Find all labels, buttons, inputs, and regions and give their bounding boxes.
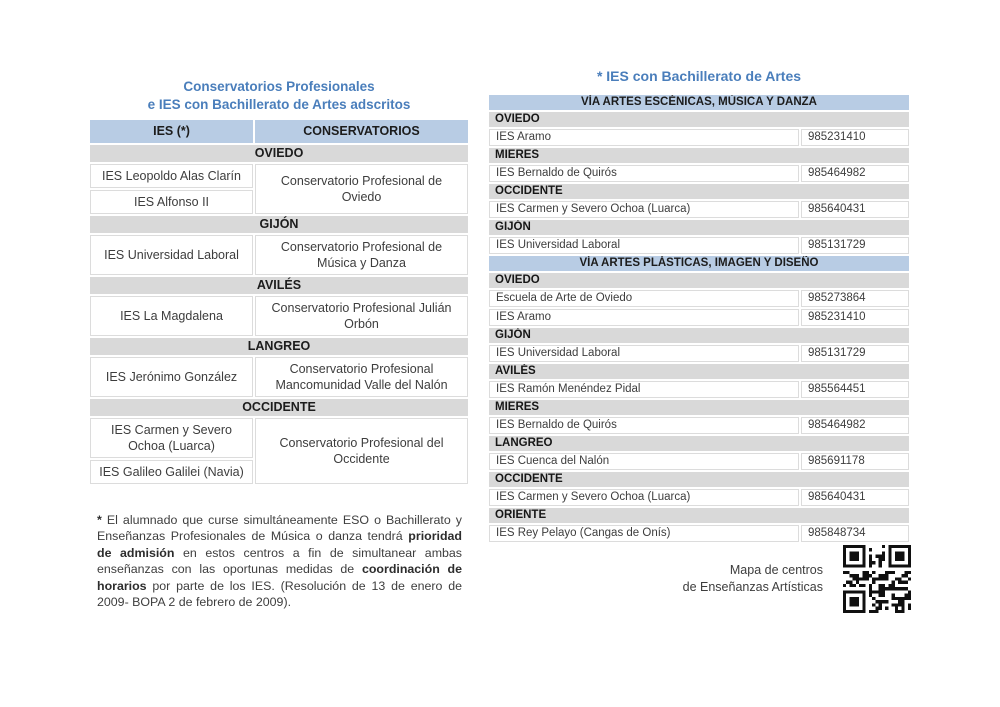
centre-cell: IES Aramo xyxy=(489,309,799,326)
map-caption xyxy=(683,562,823,596)
centre-cell: IES Ramón Menéndez Pidal xyxy=(489,381,799,398)
region-row xyxy=(489,508,909,523)
ies-cell: IES Galileo Galilei (Navia) xyxy=(90,460,253,484)
phone-cell: 985640431 xyxy=(801,201,909,218)
region-header: GIJÓN xyxy=(489,220,909,235)
map-caption-line2: de Enseñanzas Artísticas xyxy=(682,580,823,594)
ies-cell: IES Jerónimo González xyxy=(90,357,253,397)
region-row xyxy=(489,400,909,415)
column-header-conservatorios: CONSERVATORIOS xyxy=(255,120,468,143)
via-header: VÍA ARTES PLÁSTICAS, IMAGEN Y DISEÑO xyxy=(489,256,909,271)
region-header: GIJÓN xyxy=(489,328,909,343)
table-row xyxy=(489,290,909,307)
left-title-line1: Conservatorios Profesionales xyxy=(183,79,375,94)
phone-cell: 985691178 xyxy=(801,453,909,470)
table-row xyxy=(489,129,909,146)
region-row xyxy=(90,145,468,162)
region-header: OVIEDO xyxy=(489,273,909,288)
left-column xyxy=(88,78,470,610)
left-table-title xyxy=(88,78,470,114)
region-header: MIERES xyxy=(489,400,909,415)
region-row xyxy=(489,328,909,343)
region-row xyxy=(90,277,468,294)
ies-cell: IES Leopoldo Alas Clarín xyxy=(90,164,253,188)
region-row xyxy=(489,184,909,199)
region-header: LANGREO xyxy=(489,436,909,451)
phone-cell: 985273864 xyxy=(801,290,909,307)
phone-cell: 985131729 xyxy=(801,345,909,362)
centre-cell: IES Universidad Laboral xyxy=(489,237,799,254)
ies-cell: IES Universidad Laboral xyxy=(90,235,253,275)
right-table-title: * IES con Bachillerato de Artes xyxy=(596,68,802,84)
region-row xyxy=(489,273,909,288)
table-row xyxy=(489,489,909,506)
footnote-text: El alumnado que curse simultáneamente ESO o Bachillerato y Enseñanzas Profesionales de Música o danza tendrá xyxy=(97,513,462,544)
table-row xyxy=(489,525,909,542)
centre-cell: IES Rey Pelayo (Cangas de Onís) xyxy=(489,525,799,542)
region-header: OCCIDENTE xyxy=(90,399,468,416)
footnote-bold-text: prioridad de admisión xyxy=(97,529,462,560)
table-row xyxy=(489,417,909,434)
table-row xyxy=(90,296,468,336)
footnote-bold-text: coordinación de horarios xyxy=(97,562,462,593)
conservatorios-table xyxy=(88,118,470,486)
right-column xyxy=(487,68,911,544)
footnote xyxy=(97,512,462,610)
map-caption-line1: Mapa de centros xyxy=(729,563,823,577)
region-header: AVILÉS xyxy=(90,277,468,294)
region-row xyxy=(489,364,909,379)
region-header: MIERES xyxy=(489,148,909,163)
table-row xyxy=(489,201,909,218)
table-row xyxy=(489,309,909,326)
footnote-bold-text: * xyxy=(97,513,107,527)
ies-cell: IES La Magdalena xyxy=(90,296,253,336)
region-header: OVIEDO xyxy=(489,112,909,127)
ies-cell: IES Carmen y Severo Ochoa (Luarca) xyxy=(90,418,253,458)
qr-code xyxy=(843,545,911,613)
centre-cell: IES Carmen y Severo Ochoa (Luarca) xyxy=(489,489,799,506)
table-row xyxy=(489,345,909,362)
table-row xyxy=(90,418,468,458)
phone-cell: 985848734 xyxy=(801,525,909,542)
ies-artes-table xyxy=(487,93,911,544)
conservatorio-cell: Conservatorio Profesional de Música y Danza xyxy=(255,235,468,275)
region-header: AVILÉS xyxy=(489,364,909,379)
left-title-line2: e IES con Bachillerato de Artes adscritos xyxy=(147,97,411,112)
footnote-text: en estos centros a fin de simultanear ambas enseñanzas con las oportunas medidas de xyxy=(97,545,462,577)
via-header-row xyxy=(489,95,909,110)
via-header-row xyxy=(489,256,909,271)
region-row xyxy=(489,112,909,127)
region-row xyxy=(489,472,909,487)
table-row xyxy=(90,164,468,188)
phone-cell: 985640431 xyxy=(801,489,909,506)
table-row xyxy=(90,235,468,275)
region-row xyxy=(90,399,468,416)
region-row xyxy=(489,220,909,235)
centre-cell: Escuela de Arte de Oviedo xyxy=(489,290,799,307)
centre-cell: IES Bernaldo de Quirós xyxy=(489,417,799,434)
phone-cell: 985464982 xyxy=(801,165,909,182)
phone-cell: 985131729 xyxy=(801,237,909,254)
footnote-text: por parte de los IES. (Resolución de 13 de enero de 2009- BOPA 2 de febrero de 2009). xyxy=(97,578,462,610)
conservatorio-cell: Conservatorio Profesional Mancomunidad Valle del Nalón xyxy=(255,357,468,397)
phone-cell: 985564451 xyxy=(801,381,909,398)
table-row xyxy=(489,453,909,470)
centre-cell: IES Aramo xyxy=(489,129,799,146)
region-header: OVIEDO xyxy=(90,145,468,162)
phone-cell: 985464982 xyxy=(801,417,909,434)
region-header: GIJÓN xyxy=(90,216,468,233)
conservatorio-cell: Conservatorio Profesional de Oviedo xyxy=(255,164,468,214)
via-header: VÍA ARTES ESCÉNICAS, MÚSICA Y DANZA xyxy=(489,95,909,110)
centre-cell: IES Bernaldo de Quirós xyxy=(489,165,799,182)
region-header: ORIENTE xyxy=(489,508,909,523)
centre-cell: IES Carmen y Severo Ochoa (Luarca) xyxy=(489,201,799,218)
table-row xyxy=(90,357,468,397)
region-header: LANGREO xyxy=(90,338,468,355)
phone-cell: 985231410 xyxy=(801,129,909,146)
table-row xyxy=(489,381,909,398)
region-row xyxy=(489,148,909,163)
conservatorio-cell: Conservatorio Profesional del Occidente xyxy=(255,418,468,484)
phone-cell: 985231410 xyxy=(801,309,909,326)
column-header-ies: IES (*) xyxy=(90,120,253,143)
table-row xyxy=(489,165,909,182)
table-row xyxy=(489,237,909,254)
region-header: OCCIDENTE xyxy=(489,472,909,487)
region-row xyxy=(489,436,909,451)
conservatorio-cell: Conservatorio Profesional Julián Orbón xyxy=(255,296,468,336)
region-row xyxy=(90,216,468,233)
centre-cell: IES Universidad Laboral xyxy=(489,345,799,362)
map-block xyxy=(487,545,911,613)
centre-cell: IES Cuenca del Nalón xyxy=(489,453,799,470)
ies-cell: IES Alfonso II xyxy=(90,190,253,214)
region-row xyxy=(90,338,468,355)
region-header: OCCIDENTE xyxy=(489,184,909,199)
